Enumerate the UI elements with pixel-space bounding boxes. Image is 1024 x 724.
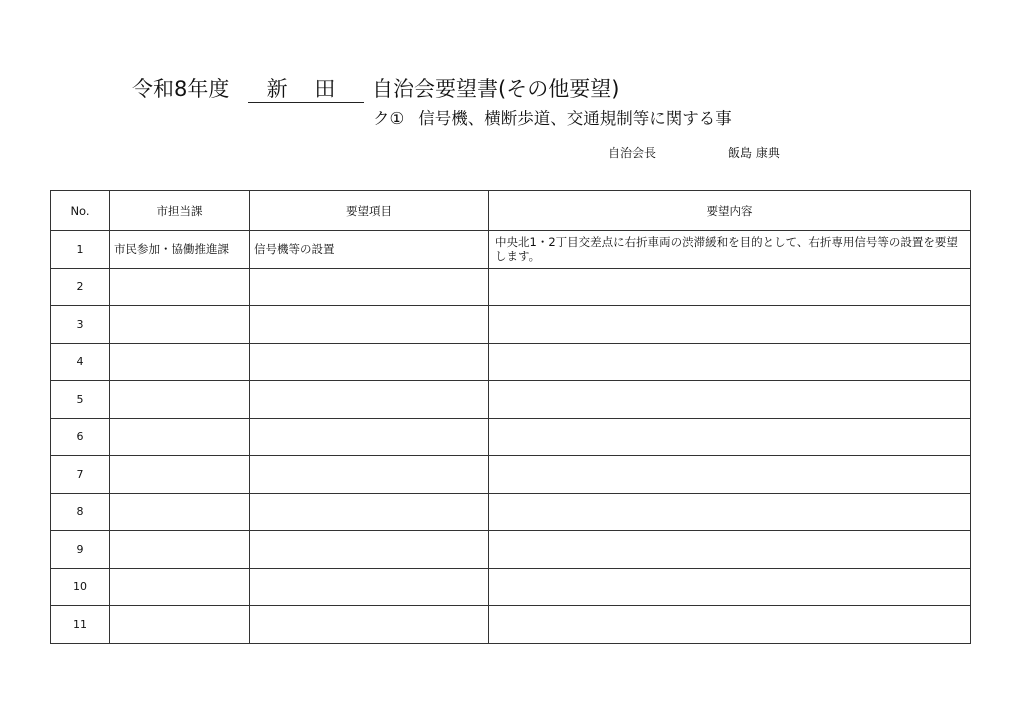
- row-item: [250, 568, 489, 606]
- row-content: 中央北1・2丁目交差点に右折車両の渋滞緩和を目的として、右折専用信号等の設置を要望します。: [489, 231, 971, 269]
- row-department: [110, 568, 250, 606]
- table-header-row: [51, 191, 971, 231]
- row-content: [489, 568, 971, 606]
- row-content: [489, 343, 971, 381]
- row-number: 9: [51, 531, 110, 569]
- table-row: [51, 268, 971, 306]
- row-department: [110, 381, 250, 419]
- category-title: 信号機、横断歩道、交通規制等に関する事: [418, 109, 732, 128]
- row-item: [250, 268, 489, 306]
- row-content: [489, 531, 971, 569]
- row-item: [250, 306, 489, 344]
- row-item: [250, 381, 489, 419]
- table-row: [51, 306, 971, 344]
- table-row: [51, 343, 971, 381]
- row-number: 2: [51, 268, 110, 306]
- document-title-line: [132, 72, 932, 106]
- row-department: [110, 418, 250, 456]
- signer-line: [608, 144, 780, 162]
- fiscal-year: 令和8年度: [132, 77, 230, 101]
- row-item: [250, 606, 489, 644]
- row-content: [489, 268, 971, 306]
- column-header-item: 要望項目: [250, 191, 489, 231]
- category-heading: [373, 106, 732, 132]
- row-number: 8: [51, 493, 110, 531]
- signer-role: 自治会長: [608, 146, 657, 160]
- row-department: [110, 343, 250, 381]
- category-code: ク①: [373, 109, 405, 128]
- row-item: [250, 343, 489, 381]
- row-content: [489, 456, 971, 494]
- row-department: [110, 268, 250, 306]
- row-department: [110, 306, 250, 344]
- row-number: 5: [51, 381, 110, 419]
- table-row: [51, 418, 971, 456]
- row-number: 6: [51, 418, 110, 456]
- table-row: [51, 456, 971, 494]
- row-content: [489, 381, 971, 419]
- table-row: [51, 531, 971, 569]
- row-department: [110, 493, 250, 531]
- row-number: 11: [51, 606, 110, 644]
- row-content: [489, 418, 971, 456]
- row-number: 7: [51, 456, 110, 494]
- row-number: 3: [51, 306, 110, 344]
- row-department: [110, 531, 250, 569]
- column-header-no: No.: [51, 191, 110, 231]
- row-department: [110, 606, 250, 644]
- row-item: [250, 531, 489, 569]
- document-title: 自治会要望書(その他要望): [372, 77, 620, 101]
- row-content: [489, 493, 971, 531]
- table-row: [51, 493, 971, 531]
- row-number: 1: [51, 231, 110, 269]
- row-item: [250, 418, 489, 456]
- table-row: [51, 231, 971, 269]
- row-item: [250, 456, 489, 494]
- table-row: [51, 606, 971, 644]
- row-department: 市民参加・協働推進課: [110, 231, 250, 269]
- row-department: [110, 456, 250, 494]
- row-content: [489, 306, 971, 344]
- row-item: 信号機等の設置: [250, 231, 489, 269]
- row-item: [250, 493, 489, 531]
- request-table: [50, 190, 971, 644]
- table-row: [51, 381, 971, 419]
- row-number: 4: [51, 343, 110, 381]
- table-row: [51, 568, 971, 606]
- row-content: [489, 606, 971, 644]
- column-header-department: 市担当課: [110, 191, 250, 231]
- signer-name: 飯島 康典: [728, 146, 780, 160]
- association-name: 新 田: [248, 72, 364, 103]
- row-number: 10: [51, 568, 110, 606]
- column-header-content: 要望内容: [489, 191, 971, 231]
